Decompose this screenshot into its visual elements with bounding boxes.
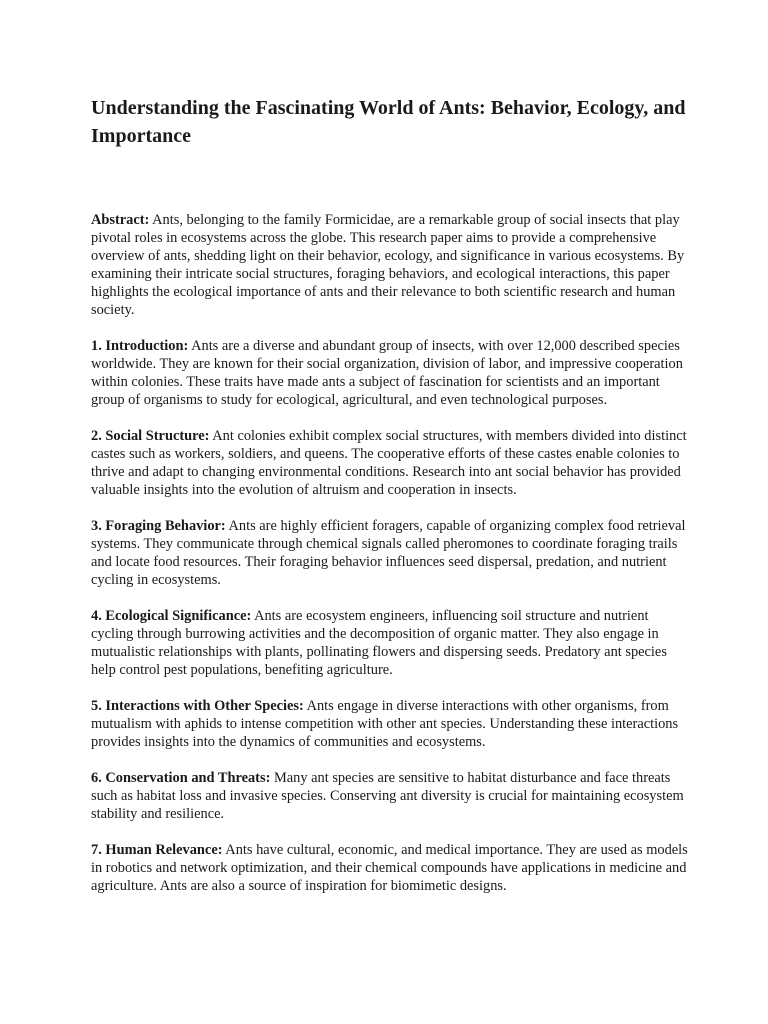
section-ecological-significance bbox=[91, 607, 691, 679]
section-text: Many ant species are sensitive to habitat disturbance and face threats such as habitat loss and invasive species. Conserving ant diversity is crucial for maintaining ecosystem stability and resilience. bbox=[91, 770, 684, 822]
document-title: Understanding the Fascinating World of Ants: Behavior, Ecology, and Importance bbox=[91, 97, 686, 147]
section-heading: 7. Human Relevance: bbox=[91, 842, 223, 858]
section-heading: 5. Interactions with Other Species: bbox=[91, 698, 304, 714]
section-introduction bbox=[91, 337, 691, 409]
section-text: Ants are highly efficient foragers, capable of organizing complex food retrieval systems. They communicate through chemical signals called pheromones to coordinate foraging trails and locate food resources. Their foraging behavior influences seed dispersal, predation, and nutrient cycling in ecosystems. bbox=[91, 518, 686, 588]
section-heading: 6. Conservation and Threats: bbox=[91, 770, 271, 786]
document-body bbox=[91, 211, 691, 913]
section-text: Ants, belonging to the family Formicidae, are a remarkable group of social insects that play pivotal roles in ecosystems across the globe. This research paper aims to provide a comprehensive overview of ants, shedding light on their behavior, ecology, and significance in various ecosystems. By examining their intricate social structures, foraging behaviors, and ecological interactions, this paper highlights the ecological importance of ants and their relevance to both scientific research and human society. bbox=[91, 212, 685, 318]
section-heading: 3. Foraging Behavior: bbox=[91, 518, 226, 534]
section-heading: Abstract: bbox=[91, 212, 150, 228]
section-foraging-behavior bbox=[91, 517, 691, 589]
section-text: Ant colonies exhibit complex social structures, with members divided into distinct castes such as workers, soldiers, and queens. The cooperative efforts of these castes enable colonies to thrive and adapt to changing environmental conditions. Research into ant social behavior has provided valuable insights into the evolution of altruism and cooperation in insects. bbox=[91, 428, 687, 498]
section-human-relevance bbox=[91, 841, 691, 895]
section-heading: 2. Social Structure: bbox=[91, 428, 210, 444]
section-conservation bbox=[91, 769, 691, 823]
section-text: Ants are a diverse and abundant group of insects, with over 12,000 described species worldwide. They are known for their social organization, division of labor, and impressive cooperation within colonies. These traits have made ants a subject of fascination for scientists and an important group of organisms to study for ecological, agricultural, and even technological purposes. bbox=[91, 338, 683, 408]
section-interactions bbox=[91, 697, 691, 751]
section-text: Ants engage in diverse interactions with other organisms, from mutualism with aphids to intense competition with other ant species. Understanding these interactions provides insights into the dynamics of communities and ecosystems. bbox=[91, 698, 679, 750]
section-text: Ants are ecosystem engineers, influencing soil structure and nutrient cycling through burrowing activities and the decomposition of organic matter. They also engage in mutualistic relationships with plants, pollinating flowers and dispersing seeds. Predatory ant species help control pest populations, benefiting agriculture. bbox=[91, 608, 667, 678]
section-text: Ants have cultural, economic, and medical importance. They are used as models in robotics and network optimization, and their chemical compounds have applications in medicine and agriculture. Ants are also a source of inspiration for biomimetic designs. bbox=[91, 842, 688, 894]
section-heading: 1. Introduction: bbox=[91, 338, 189, 354]
section-heading: 4. Ecological Significance: bbox=[91, 608, 252, 624]
section-abstract bbox=[91, 211, 691, 319]
section-social-structure bbox=[91, 427, 691, 499]
